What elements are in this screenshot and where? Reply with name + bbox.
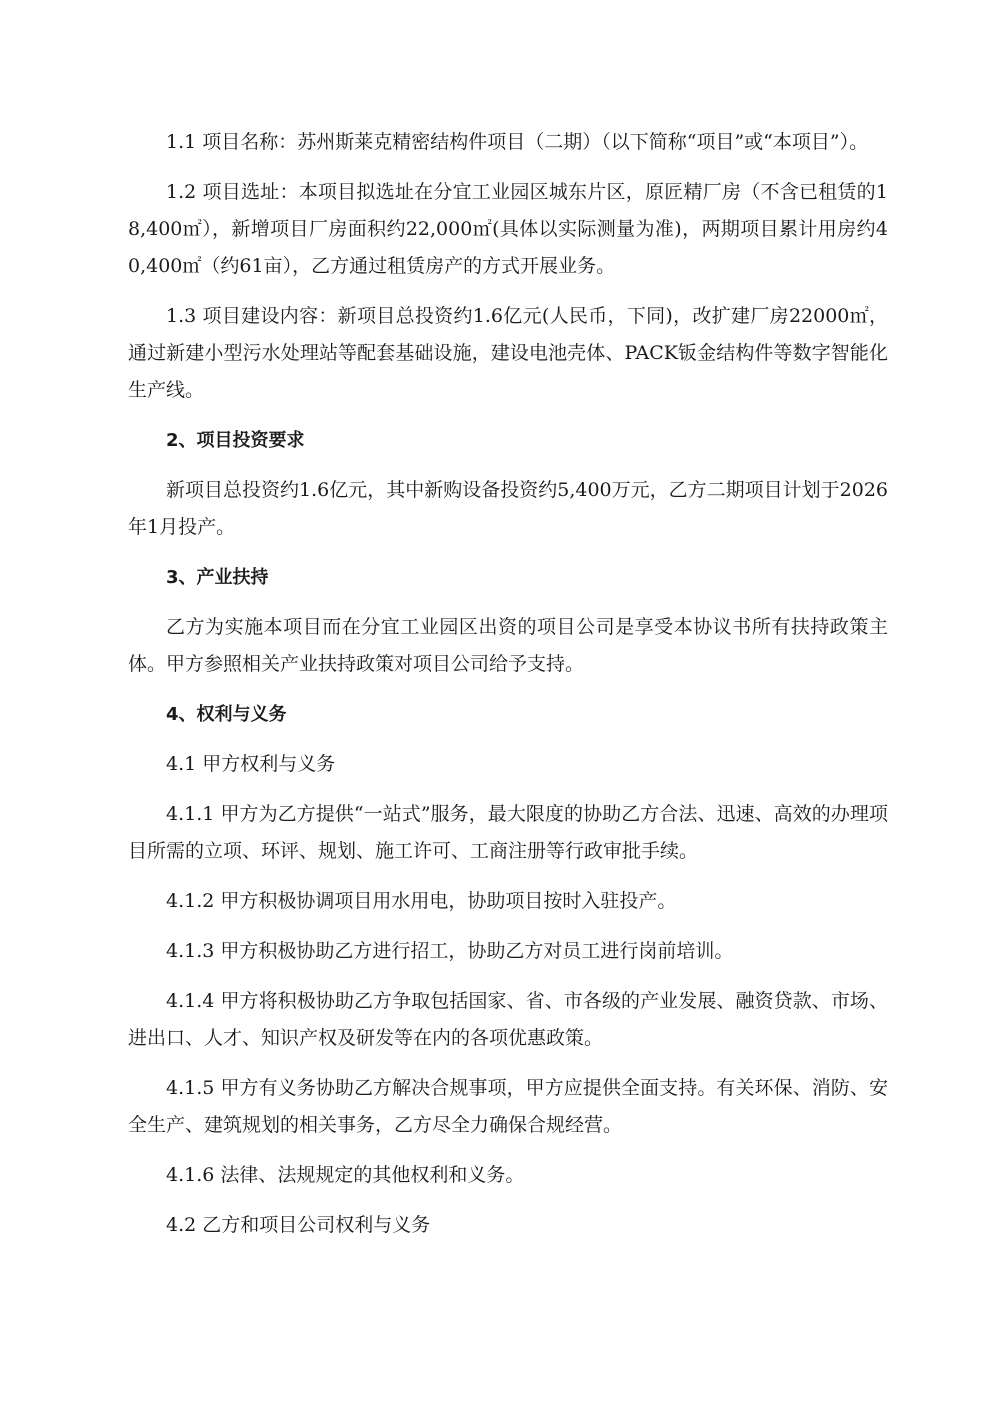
- section-heading-2: 2、项目投资要求: [166, 430, 305, 451]
- section-heading-3: 3、产业扶持: [166, 567, 269, 588]
- paragraph-1-3: 1.3 项目建设内容：新项目总投资约1.6亿元(人民币，下同)，改扩建厂房22000㎡，通过新建小型污水处理站等配套基础设施，建设电池壳体、PACK钣金结构件等数字智能化生产线。: [128, 305, 888, 401]
- paragraph-4-1-5: 4.1.5 甲方有义务协助乙方解决合规事项，甲方应提供全面支持。有关环保、消防、安全生产、建筑规划的相关事务，乙方尽全力确保合规经营。: [128, 1077, 888, 1136]
- paragraph-4-1-6: 4.1.6 法律、法规规定的其他权利和义务。: [166, 1164, 525, 1186]
- paragraph-4-1: 4.1 甲方权利与义务: [166, 753, 336, 775]
- paragraph-1-2: 1.2 项目选址：本项目拟选址在分宜工业园区城东片区，原匠精厂房（不含已租赁的18,400㎡），新增项目厂房面积约22,000㎡(具体以实际测量为准)，两期项目累计用房约40,400㎡（约61亩），乙方通过租赁房产的方式开展业务。: [128, 181, 888, 277]
- document-body: [128, 124, 888, 1257]
- paragraph-4-1-1: 4.1.1 甲方为乙方提供“一站式”服务，最大限度的协助乙方合法、迅速、高效的办理项目所需的立项、环评、规划、施工许可、工商注册等行政审批手续。: [128, 803, 888, 862]
- paragraph-4-2: 4.2 乙方和项目公司权利与义务: [166, 1214, 431, 1236]
- paragraph-1-1: 1.1 项目名称：苏州斯莱克精密结构件项目（二期）（以下简称“项目”或“本项目”）。: [166, 131, 869, 153]
- paragraph-4-1-3: 4.1.3 甲方积极协助乙方进行招工，协助乙方对员工进行岗前培训。: [166, 940, 734, 962]
- paragraph-4-1-2: 4.1.2 甲方积极协调项目用水用电，协助项目按时入驻投产。: [166, 890, 677, 912]
- section-heading-4: 4、权利与义务: [166, 704, 287, 725]
- paragraph-2: 新项目总投资约1.6亿元，其中新购设备投资约5,400万元，乙方二期项目计划于2026年1月投产。: [128, 479, 888, 538]
- paragraph-3: 乙方为实施本项目而在分宜工业园区出资的项目公司是享受本协议书所有扶持政策主体。甲方参照相关产业扶持政策对项目公司给予支持。: [128, 616, 888, 675]
- paragraph-4-1-4: 4.1.4 甲方将积极协助乙方争取包括国家、省、市各级的产业发展、融资贷款、市场、进出口、人才、知识产权及研发等在内的各项优惠政策。: [128, 990, 888, 1049]
